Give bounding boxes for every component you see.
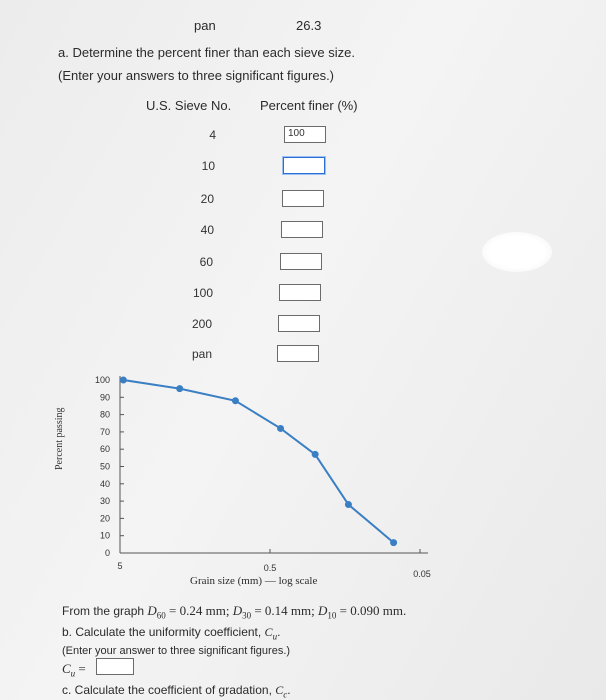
sieve-no-100: 100 [192,286,213,300]
cu-label: $C_u$ = [62,661,86,679]
sieve-no-200: 200 [191,317,212,331]
y-tick-label-20: 20 [99,513,110,524]
data-point-6 [390,539,397,546]
given-d-values: From the graph $D_{60} = 0.24$ mm; $D_{30} = 0.14$ mm; $D_{10} = 0.090$ mm. [62,603,407,621]
sieve-no-4: 4 [209,128,216,142]
y-tick-label-100: 100 [94,375,110,385]
percent-finer-input-4[interactable]: 100 [284,126,326,143]
sieve-no-20: 20 [200,192,214,206]
y-tick-label-90: 90 [99,392,110,403]
sieve-no-10: 10 [201,159,215,173]
sieve-no-60: 60 [199,255,213,269]
cu-input[interactable] [96,658,134,675]
x-tick-label-5: 5 [117,561,123,571]
chart-x-axis-label: Grain size (mm) — log scale [190,575,318,587]
column-header-percent: Percent finer (%) [260,98,358,113]
part-a-question: a. Determine the percent finer than each sieve size. [58,45,355,60]
series-line-0 [123,380,393,543]
y-tick-label-60: 60 [99,444,110,455]
data-point-1 [176,385,183,392]
data-point-2 [232,397,239,404]
y-tick-label-80: 80 [99,409,110,420]
chart-y-axis-label: Percent passing [54,407,65,470]
sieve-no-pan: pan [191,347,212,361]
y-tick-label-30: 30 [99,496,110,507]
data-point-4 [312,451,319,458]
part-b-question: b. Calculate the uniformity coefficient, $C_u$. [62,625,281,642]
column-header-sieve: U.S. Sieve No. [146,98,232,113]
part-a-instruction: (Enter your answers to three significant figures.) [58,68,335,83]
data-point-0 [120,377,127,384]
y-tick-label-0: 0 [104,548,110,558]
y-tick-label-50: 50 [99,461,110,472]
data-point-5 [345,501,352,508]
pan-label: pan [194,18,216,33]
y-tick-label-70: 70 [99,426,110,437]
x-tick-label-0.05: 0.05 [413,569,431,579]
x-tick-label-0.5: 0.5 [263,563,277,573]
y-tick-label-10: 10 [99,530,110,541]
part-c-question: c. Calculate the coefficient of gradation, $C_c$. [62,683,291,700]
sieve-no-40: 40 [200,223,214,237]
data-point-3 [277,425,284,432]
part-b-instruction: (Enter your answer to three significant figures.) [62,645,291,657]
y-tick-label-40: 40 [99,478,110,489]
pan-value: 26.3 [296,18,322,33]
